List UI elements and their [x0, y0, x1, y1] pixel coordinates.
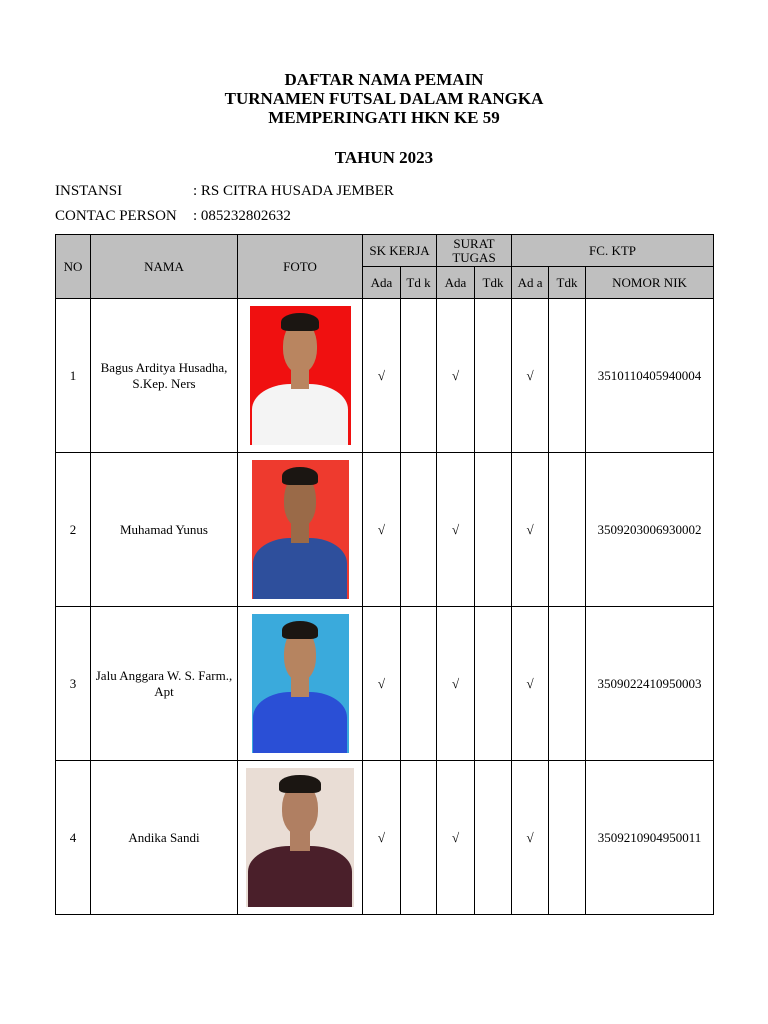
header-nomor-nik: NOMOR NIK — [586, 267, 714, 299]
cell-sk-ada: √ — [363, 453, 401, 607]
cell-nik: 3509022410950003 — [586, 607, 714, 761]
title-line-1: DAFTAR NAMA PEMAIN — [284, 70, 484, 89]
photo-hair — [282, 467, 319, 485]
cell-st-ada: √ — [437, 761, 475, 915]
header-fc-ktp: FC. KTP — [512, 235, 714, 267]
header-sk-kerja: SK KERJA — [363, 235, 437, 267]
title-line-2: TURNAMEN FUTSAL DALAM RANGKA — [224, 89, 544, 108]
header-st-ada: Ada — [437, 267, 475, 299]
header-st-tdk: Tdk — [475, 267, 512, 299]
cell-st-tdk — [475, 453, 512, 607]
cell-foto — [238, 761, 363, 915]
cell-st-ada: √ — [437, 453, 475, 607]
cell-st-tdk — [475, 607, 512, 761]
player-photo — [252, 460, 349, 599]
contact-row — [55, 208, 291, 225]
cell-st-tdk — [475, 299, 512, 453]
cell-nama: Bagus Arditya Husadha, S.Kep. Ners — [91, 299, 238, 453]
cell-foto — [238, 607, 363, 761]
cell-sk-tdk — [401, 299, 437, 453]
photo-shirt — [252, 384, 349, 445]
player-photo — [250, 306, 351, 445]
table-row — [56, 761, 714, 915]
cell-foto — [238, 453, 363, 607]
instansi-row — [55, 183, 394, 200]
cell-no: 3 — [56, 607, 91, 761]
cell-nama: Muhamad Yunus — [91, 453, 238, 607]
cell-ktp-tdk — [549, 761, 586, 915]
cell-ktp-ada: √ — [512, 761, 549, 915]
cell-nik: 3509210904950011 — [586, 761, 714, 915]
cell-ktp-tdk — [549, 299, 586, 453]
document-year: TAHUN 2023 — [334, 148, 434, 167]
cell-nama: Jalu Anggara W. S. Farm., Apt — [91, 607, 238, 761]
header-ktp-ada: Ad a — [512, 267, 549, 299]
table-row — [56, 299, 714, 453]
document-title — [0, 70, 768, 127]
photo-shirt — [248, 846, 352, 907]
header-nama: NAMA — [91, 235, 238, 299]
cell-no: 1 — [56, 299, 91, 453]
photo-hair — [282, 621, 319, 639]
cell-sk-tdk — [401, 453, 437, 607]
cell-nama: Andika Sandi — [91, 761, 238, 915]
cell-sk-ada: √ — [363, 761, 401, 915]
cell-nik: 3509203006930002 — [586, 453, 714, 607]
header-surat-tugas: SURAT TUGAS — [437, 235, 512, 267]
player-photo — [252, 614, 349, 753]
header-ktp-tdk: Tdk — [549, 267, 586, 299]
table-row — [56, 453, 714, 607]
cell-no: 2 — [56, 453, 91, 607]
cell-st-ada: √ — [437, 607, 475, 761]
header-no: NO — [56, 235, 91, 299]
cell-sk-tdk — [401, 761, 437, 915]
header-sk-tdk: Td k — [401, 267, 437, 299]
player-photo — [246, 768, 354, 907]
title-line-3: MEMPERINGATI HKN KE 59 — [268, 108, 500, 127]
cell-ktp-ada: √ — [512, 607, 549, 761]
instansi-label: INSTANSI — [55, 183, 123, 199]
cell-sk-tdk — [401, 607, 437, 761]
cell-ktp-tdk — [549, 453, 586, 607]
contact-label: CONTAC PERSON — [55, 208, 177, 224]
cell-st-tdk — [475, 761, 512, 915]
cell-sk-ada: √ — [363, 299, 401, 453]
players-table — [55, 234, 714, 915]
cell-sk-ada: √ — [363, 607, 401, 761]
header-foto: FOTO — [238, 235, 363, 299]
photo-hair — [281, 313, 319, 331]
photo-shirt — [253, 538, 346, 599]
cell-ktp-tdk — [549, 607, 586, 761]
cell-foto — [238, 299, 363, 453]
cell-ktp-ada: √ — [512, 299, 549, 453]
photo-hair — [279, 775, 320, 793]
cell-ktp-ada: √ — [512, 453, 549, 607]
photo-shirt — [253, 692, 346, 753]
cell-no: 4 — [56, 761, 91, 915]
contact-value: : 085232802632 — [193, 208, 291, 224]
table-row — [56, 607, 714, 761]
instansi-value: : RS CITRA HUSADA JEMBER — [193, 183, 394, 199]
cell-nik: 3510110405940004 — [586, 299, 714, 453]
header-sk-ada: Ada — [363, 267, 401, 299]
cell-st-ada: √ — [437, 299, 475, 453]
